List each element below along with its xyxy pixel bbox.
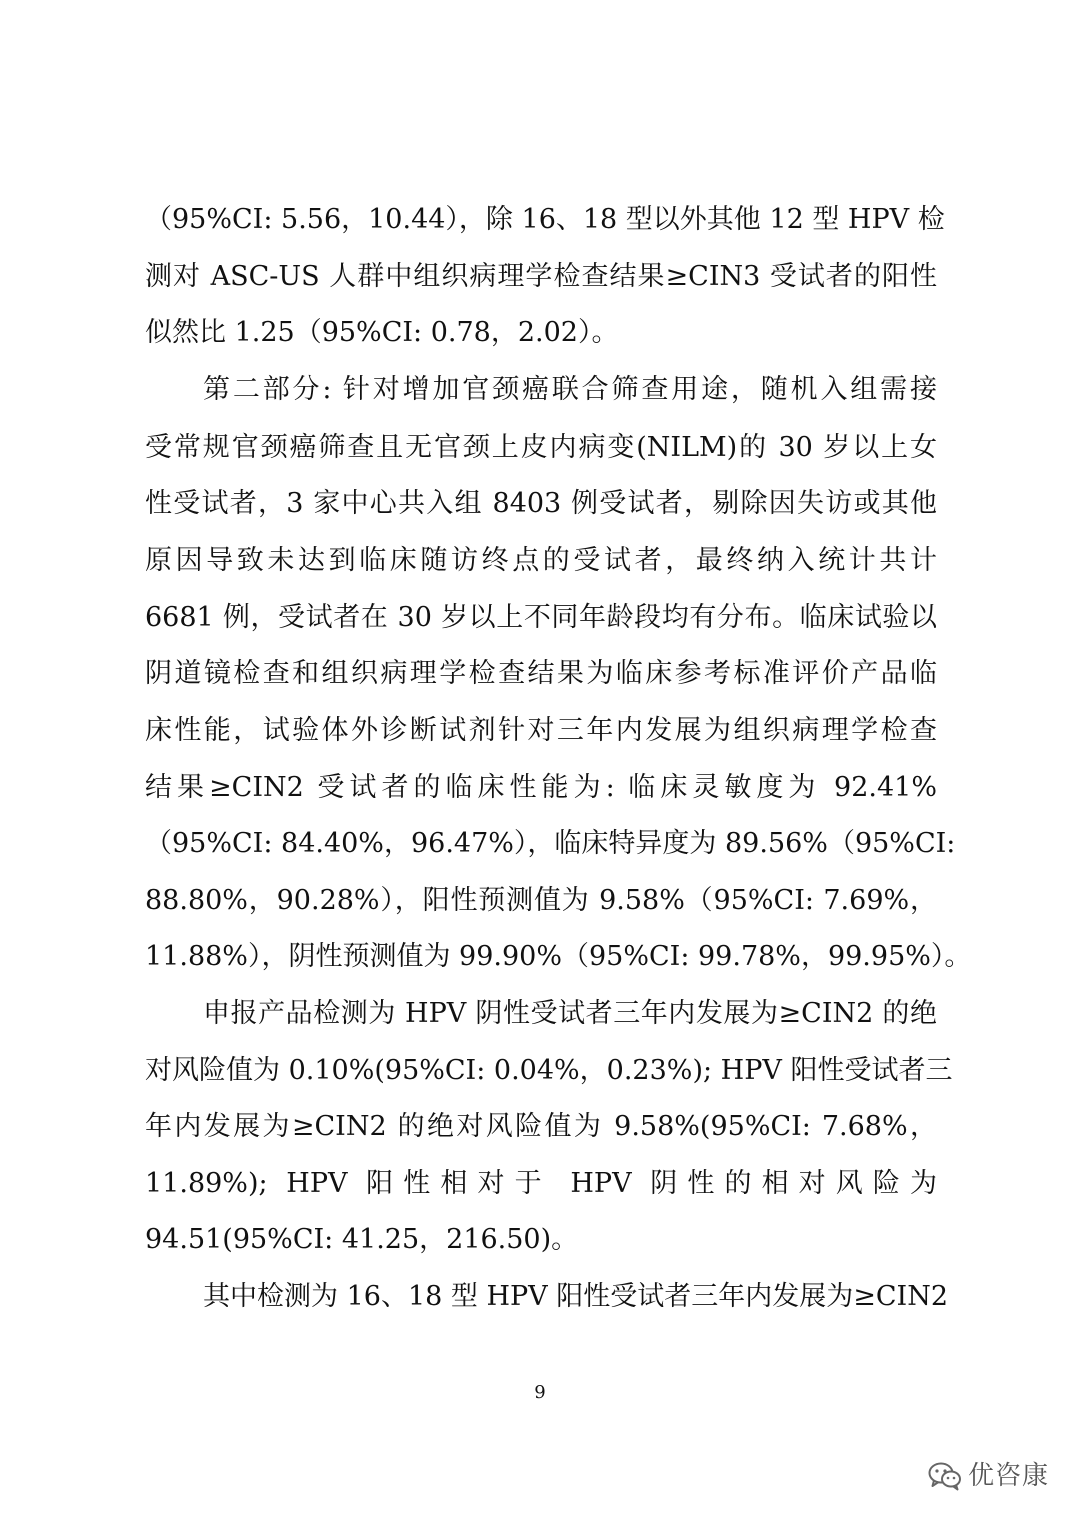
watermark-text: 优咨康 <box>968 1461 1050 1491</box>
text-line: 11.89%); HPV 阳性相对于 HPV 阴性的相对风险为 <box>145 1168 937 1199</box>
text-line: 似然比 1.25（95%CI: 0.78，2.02）。 <box>145 317 619 348</box>
text-line: 阴道镜检查和组织病理学检查结果为临床参考标准评价产品临 <box>145 658 937 689</box>
paragraph-first-line: 第二部分: 针对增加官颈癌联合筛查用途，随机入组需接 <box>203 374 937 405</box>
paragraph-first-line: 申报产品检测为 HPV 阴性受试者三年内发展为≥CIN2 的绝 <box>203 998 937 1029</box>
text-line: 结果≥CIN2 受试者的临床性能为: 临床灵敏度为 92.41% <box>145 772 937 803</box>
text-line: 受常规官颈癌筛查且无官颈上皮内病变(NILM)的 30 岁以上女 <box>145 432 937 463</box>
text-line: 对风险值为 0.10%(95%CI: 0.04%，0.23%); HPV 阳性受试者三 <box>145 1055 953 1086</box>
watermark <box>928 1456 1049 1496</box>
text-line: 11.88%），阴性预测值为 99.90%（95%CI: 99.78%，99.95%）。 <box>145 941 972 972</box>
text-line: 原因导致未达到临床随访终点的受试者，最终纳入统计共计 <box>145 545 937 576</box>
paragraph-first-line: 其中检测为 16、18 型 HPV 阳性受试者三年内发展为≥CIN2 <box>203 1281 949 1312</box>
text-line: （95%CI: 5.56，10.44），除 16、18 型以外其他 12 型 HPV 检 <box>145 204 945 235</box>
text-line: 88.80%，90.28%），阳性预测值为 9.58%（95%CI: 7.69%， <box>145 885 937 916</box>
text-line: 6681 例，受试者在 30 岁以上不同年龄段均有分布。临床试验以 <box>145 602 937 633</box>
text-line: （95%CI: 84.40%，96.47%），临床特异度为 89.56%（95%CI: <box>145 828 956 859</box>
text-line: 年内发展为≥CIN2 的绝对风险值为 9.58%(95%CI: 7.68%， <box>145 1111 937 1142</box>
page-number: 9 <box>534 1382 546 1403</box>
text-line: 测对 ASC-US 人群中组织病理学检查结果≥CIN3 受试者的阳性 <box>145 261 937 292</box>
text-line: 床性能，试验体外诊断试剂针对三年内发展为组织病理学检查 <box>145 715 937 746</box>
wechat-icon <box>928 1461 962 1491</box>
text-line: 性受试者，3 家中心共入组 8403 例受试者，剔除因失访或其他 <box>145 488 937 519</box>
text-line: 94.51(95%CI: 41.25，216.50)。 <box>145 1224 579 1255</box>
